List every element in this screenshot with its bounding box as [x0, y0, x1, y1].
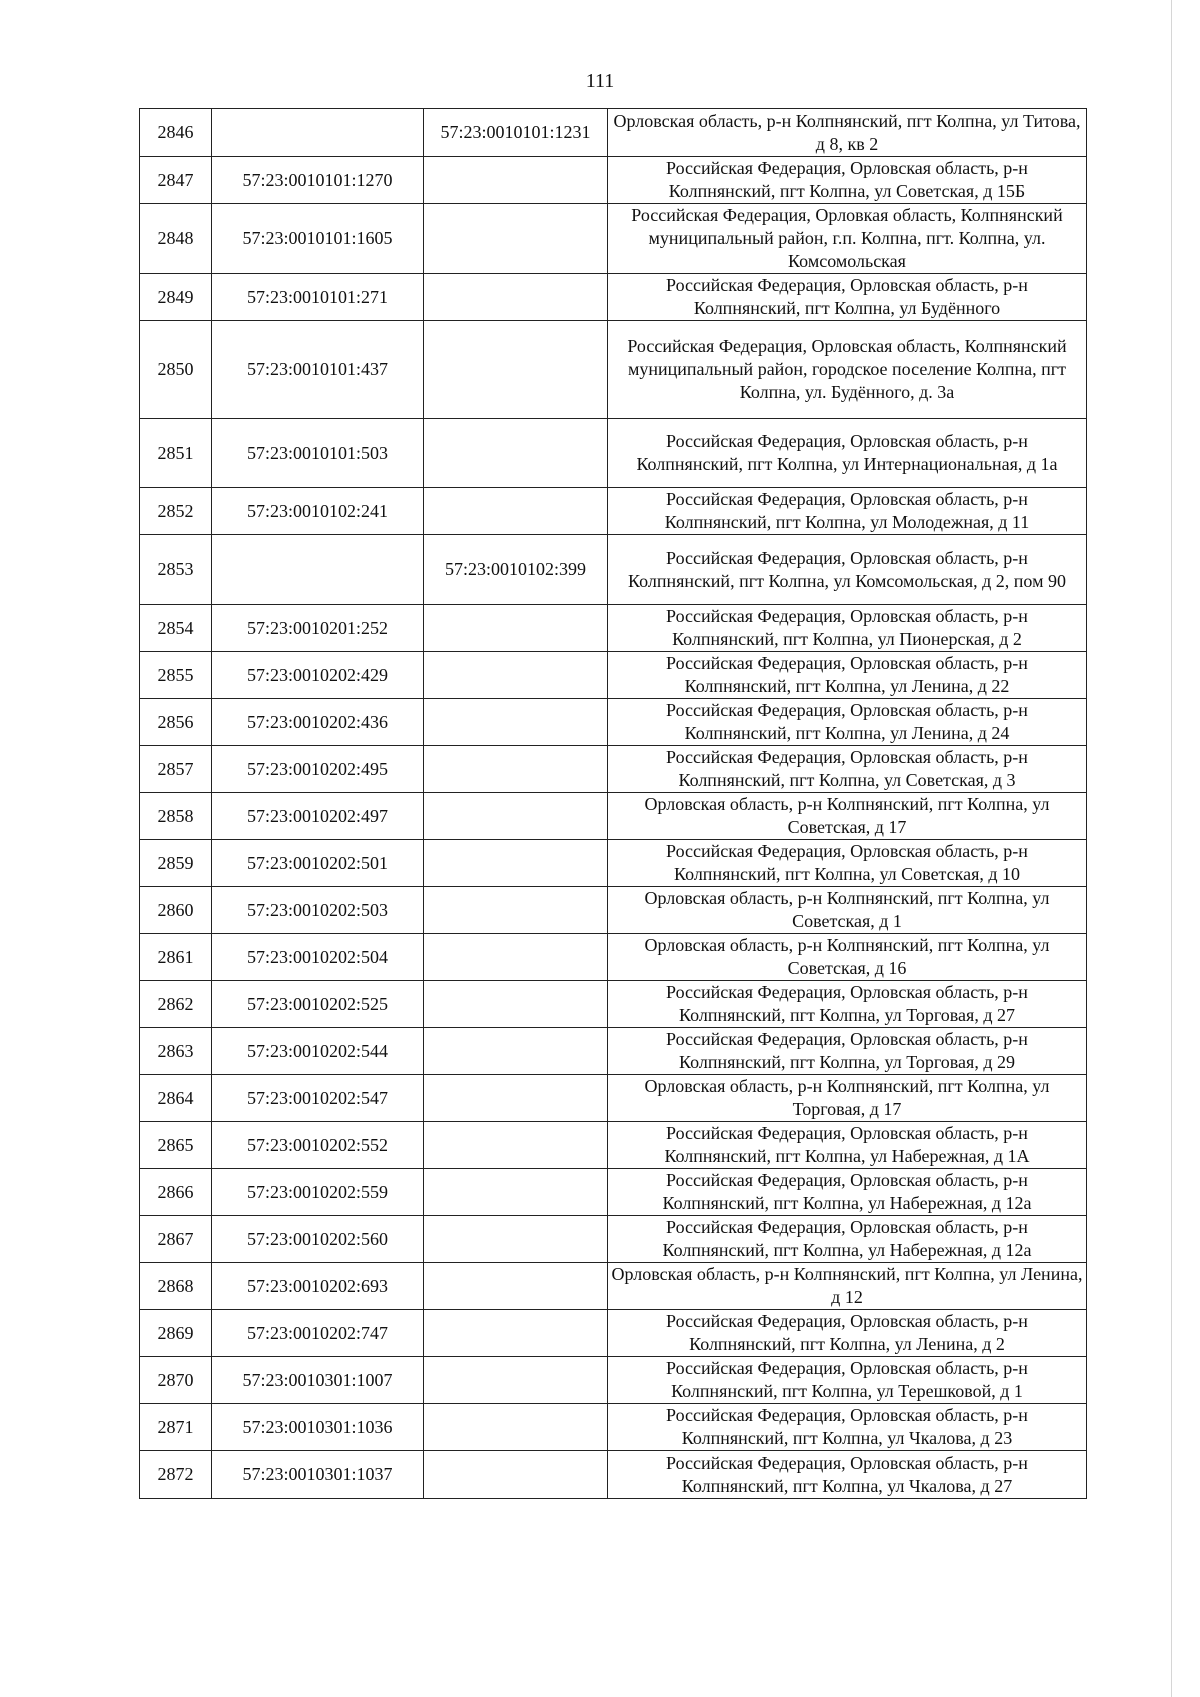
cell-number: 2849	[140, 274, 212, 321]
cell-cadastral-number-alt	[424, 793, 608, 840]
cell-number: 2847	[140, 157, 212, 204]
cell-number: 2866	[140, 1169, 212, 1216]
cell-address: Российская Федерация, Орловская область, р-н Колпнянский, пгт Колпна, ул Ленина, д 22	[608, 652, 1087, 699]
cell-cadastral-number: 57:23:0010202:560	[212, 1216, 424, 1263]
cell-cadastral-number: 57:23:0010202:429	[212, 652, 424, 699]
cell-cadastral-number-alt	[424, 887, 608, 934]
cell-address: Российская Федерация, Орловская область, р-н Колпнянский, пгт Колпна, ул Чкалова, д 23	[608, 1404, 1087, 1451]
cell-cadastral-number	[212, 535, 424, 605]
cell-address: Российская Федерация, Орловская область, р-н Колпнянский, пгт Колпна, ул Будённого	[608, 274, 1087, 321]
cell-number: 2850	[140, 321, 212, 419]
cell-address: Российская Федерация, Орловская область, Колпнянский муниципальный район, городское поселение Колпна, пгт Колпна, ул. Будённого, д. 3а	[608, 321, 1087, 419]
cell-address: Российская Федерация, Орловская область, р-н Колпнянский, пгт Колпна, ул Советская, д 10	[608, 840, 1087, 887]
registry-table-body	[140, 109, 1087, 1499]
table-row	[140, 419, 1087, 488]
table-row	[140, 1122, 1087, 1169]
cell-cadastral-number-alt	[424, 419, 608, 488]
cell-cadastral-number-alt	[424, 1263, 608, 1310]
page-number: 111	[585, 70, 615, 92]
table-row	[140, 488, 1087, 535]
cell-number: 2852	[140, 488, 212, 535]
table-row	[140, 1075, 1087, 1122]
cell-cadastral-number-alt	[424, 321, 608, 419]
cell-cadastral-number-alt	[424, 1169, 608, 1216]
cell-address: Российская Федерация, Орловская область, р-н Колпнянский, пгт Колпна, ул Советская, д 3	[608, 746, 1087, 793]
cell-cadastral-number-alt	[424, 1216, 608, 1263]
cell-number: 2857	[140, 746, 212, 793]
table-row	[140, 1216, 1087, 1263]
cell-address: Российская Федерация, Орловская область, р-н Колпнянский, пгт Колпна, ул Набережная, д 12а	[608, 1216, 1087, 1263]
cell-cadastral-number: 57:23:0010202:552	[212, 1122, 424, 1169]
cell-number: 2858	[140, 793, 212, 840]
cell-cadastral-number-alt	[424, 699, 608, 746]
cell-cadastral-number: 57:23:0010202:503	[212, 887, 424, 934]
table-row	[140, 157, 1087, 204]
cell-cadastral-number: 57:23:0010101:437	[212, 321, 424, 419]
cell-number: 2868	[140, 1263, 212, 1310]
cell-cadastral-number-alt	[424, 157, 608, 204]
cell-address: Российская Федерация, Орловская область, р-н Колпнянский, пгт Колпна, ул Торговая, д 29	[608, 1028, 1087, 1075]
cell-number: 2855	[140, 652, 212, 699]
cell-address: Российская Федерация, Орловская область, р-н Колпнянский, пгт Колпна, ул Молодежная, д 11	[608, 488, 1087, 535]
cell-cadastral-number-alt	[424, 1122, 608, 1169]
cell-cadastral-number: 57:23:0010101:503	[212, 419, 424, 488]
cell-cadastral-number	[212, 109, 424, 157]
table-row	[140, 1451, 1087, 1499]
table-row	[140, 109, 1087, 157]
cell-address: Российская Федерация, Орловская область, р-н Колпнянский, пгт Колпна, ул Терешковой, д 1	[608, 1357, 1087, 1404]
table-row	[140, 887, 1087, 934]
table-row	[140, 204, 1087, 274]
table-row	[140, 793, 1087, 840]
cell-number: 2867	[140, 1216, 212, 1263]
cell-address: Российская Федерация, Орловская область, р-н Колпнянский, пгт Колпна, ул Торговая, д 27	[608, 981, 1087, 1028]
cell-cadastral-number: 57:23:0010201:252	[212, 605, 424, 652]
table-row	[140, 605, 1087, 652]
cell-cadastral-number-alt	[424, 652, 608, 699]
table-row	[140, 840, 1087, 887]
table-row	[140, 1404, 1087, 1451]
scan-edge-line	[1171, 0, 1172, 1697]
cell-address: Российская Федерация, Орловская область, р-н Колпнянский, пгт Колпна, ул Пионерская, д 2	[608, 605, 1087, 652]
cell-number: 2871	[140, 1404, 212, 1451]
cell-cadastral-number-alt	[424, 840, 608, 887]
cell-cadastral-number: 57:23:0010301:1036	[212, 1404, 424, 1451]
cell-cadastral-number: 57:23:0010301:1007	[212, 1357, 424, 1404]
cell-number: 2869	[140, 1310, 212, 1357]
cell-address: Российская Федерация, Орловская область, р-н Колпнянский, пгт Колпна, ул Ленина, д 2	[608, 1310, 1087, 1357]
cell-address: Орловская область, р-н Колпнянский, пгт Колпна, ул Ленина, д 12	[608, 1263, 1087, 1310]
cell-cadastral-number: 57:23:0010101:271	[212, 274, 424, 321]
cell-cadastral-number: 57:23:0010202:497	[212, 793, 424, 840]
cell-address: Орловская область, р-н Колпнянский, пгт Колпна, ул Советская, д 16	[608, 934, 1087, 981]
cell-cadastral-number-alt	[424, 1075, 608, 1122]
cell-address: Российская Федерация, Орловская область, р-н Колпнянский, пгт Колпна, ул Набережная, д 1А	[608, 1122, 1087, 1169]
table-row	[140, 1310, 1087, 1357]
cell-cadastral-number-alt	[424, 1404, 608, 1451]
cell-address: Российская Федерация, Орловская область, р-н Колпнянский, пгт Колпна, ул Интернациональная, д 1а	[608, 419, 1087, 488]
cell-number: 2862	[140, 981, 212, 1028]
cell-address: Российская Федерация, Орловская область, р-н Колпнянский, пгт Колпна, ул Комсомольская, д 2, пом 90	[608, 535, 1087, 605]
table-row	[140, 535, 1087, 605]
table-row	[140, 652, 1087, 699]
cell-number: 2865	[140, 1122, 212, 1169]
cell-cadastral-number: 57:23:0010202:495	[212, 746, 424, 793]
cell-number: 2860	[140, 887, 212, 934]
table-row	[140, 1169, 1087, 1216]
table-row	[140, 1357, 1087, 1404]
cell-address: Российская Федерация, Орловская область, р-н Колпнянский, пгт Колпна, ул Ленина, д 24	[608, 699, 1087, 746]
cell-address: Российская Федерация, Орловская область, р-н Колпнянский, пгт Колпна, ул Набережная, д 12а	[608, 1169, 1087, 1216]
cell-cadastral-number-alt	[424, 274, 608, 321]
cell-address: Орловская область, р-н Колпнянский, пгт Колпна, ул Советская, д 1	[608, 887, 1087, 934]
cell-cadastral-number: 57:23:0010202:501	[212, 840, 424, 887]
cell-cadastral-number-alt	[424, 1310, 608, 1357]
table-row	[140, 699, 1087, 746]
cell-address: Российская Федерация, Орловкая область, Колпнянский муниципальный район, г.п. Колпна, пгт. Колпна, ул. Комсомольская	[608, 204, 1087, 274]
cell-cadastral-number-alt	[424, 1028, 608, 1075]
cell-cadastral-number: 57:23:0010101:1605	[212, 204, 424, 274]
cell-cadastral-number-alt: 57:23:0010101:1231	[424, 109, 608, 157]
cell-address: Орловская область, р-н Колпнянский, пгт Колпна, ул Торговая, д 17	[608, 1075, 1087, 1122]
cell-number: 2846	[140, 109, 212, 157]
table-row	[140, 981, 1087, 1028]
cell-cadastral-number-alt	[424, 981, 608, 1028]
table-row	[140, 1028, 1087, 1075]
cell-cadastral-number-alt	[424, 488, 608, 535]
cell-cadastral-number: 57:23:0010202:747	[212, 1310, 424, 1357]
cell-cadastral-number: 57:23:0010202:693	[212, 1263, 424, 1310]
cell-number: 2853	[140, 535, 212, 605]
cell-cadastral-number: 57:23:0010202:544	[212, 1028, 424, 1075]
cell-number: 2859	[140, 840, 212, 887]
registry-table	[139, 108, 1087, 1499]
cell-number: 2848	[140, 204, 212, 274]
cell-number: 2863	[140, 1028, 212, 1075]
cell-number: 2851	[140, 419, 212, 488]
cell-cadastral-number-alt	[424, 605, 608, 652]
cell-cadastral-number-alt	[424, 746, 608, 793]
cell-cadastral-number: 57:23:0010101:1270	[212, 157, 424, 204]
cell-cadastral-number-alt: 57:23:0010102:399	[424, 535, 608, 605]
cell-address: Российская Федерация, Орловская область, р-н Колпнянский, пгт Колпна, ул Советская, д 15Б	[608, 157, 1087, 204]
cell-cadastral-number-alt	[424, 1451, 608, 1499]
cell-cadastral-number: 57:23:0010202:559	[212, 1169, 424, 1216]
table-row	[140, 321, 1087, 419]
cell-address: Российская Федерация, Орловская область, р-н Колпнянский, пгт Колпна, ул Чкалова, д 27	[608, 1451, 1087, 1499]
cell-cadastral-number-alt	[424, 204, 608, 274]
cell-number: 2854	[140, 605, 212, 652]
cell-address: Орловская область, р-н Колпнянский, пгт Колпна, ул Титова, д 8, кв 2	[608, 109, 1087, 157]
cell-number: 2864	[140, 1075, 212, 1122]
cell-cadastral-number-alt	[424, 1357, 608, 1404]
cell-number: 2872	[140, 1451, 212, 1499]
table-row	[140, 934, 1087, 981]
cell-cadastral-number-alt	[424, 934, 608, 981]
cell-cadastral-number: 57:23:0010202:504	[212, 934, 424, 981]
cell-number: 2856	[140, 699, 212, 746]
cell-address: Орловская область, р-н Колпнянский, пгт Колпна, ул Советская, д 17	[608, 793, 1087, 840]
cell-cadastral-number: 57:23:0010102:241	[212, 488, 424, 535]
cell-cadastral-number: 57:23:0010202:525	[212, 981, 424, 1028]
cell-cadastral-number: 57:23:0010202:436	[212, 699, 424, 746]
table-row	[140, 274, 1087, 321]
table-row	[140, 1263, 1087, 1310]
cell-number: 2861	[140, 934, 212, 981]
cell-cadastral-number: 57:23:0010202:547	[212, 1075, 424, 1122]
table-row	[140, 746, 1087, 793]
cell-number: 2870	[140, 1357, 212, 1404]
cell-cadastral-number: 57:23:0010301:1037	[212, 1451, 424, 1499]
